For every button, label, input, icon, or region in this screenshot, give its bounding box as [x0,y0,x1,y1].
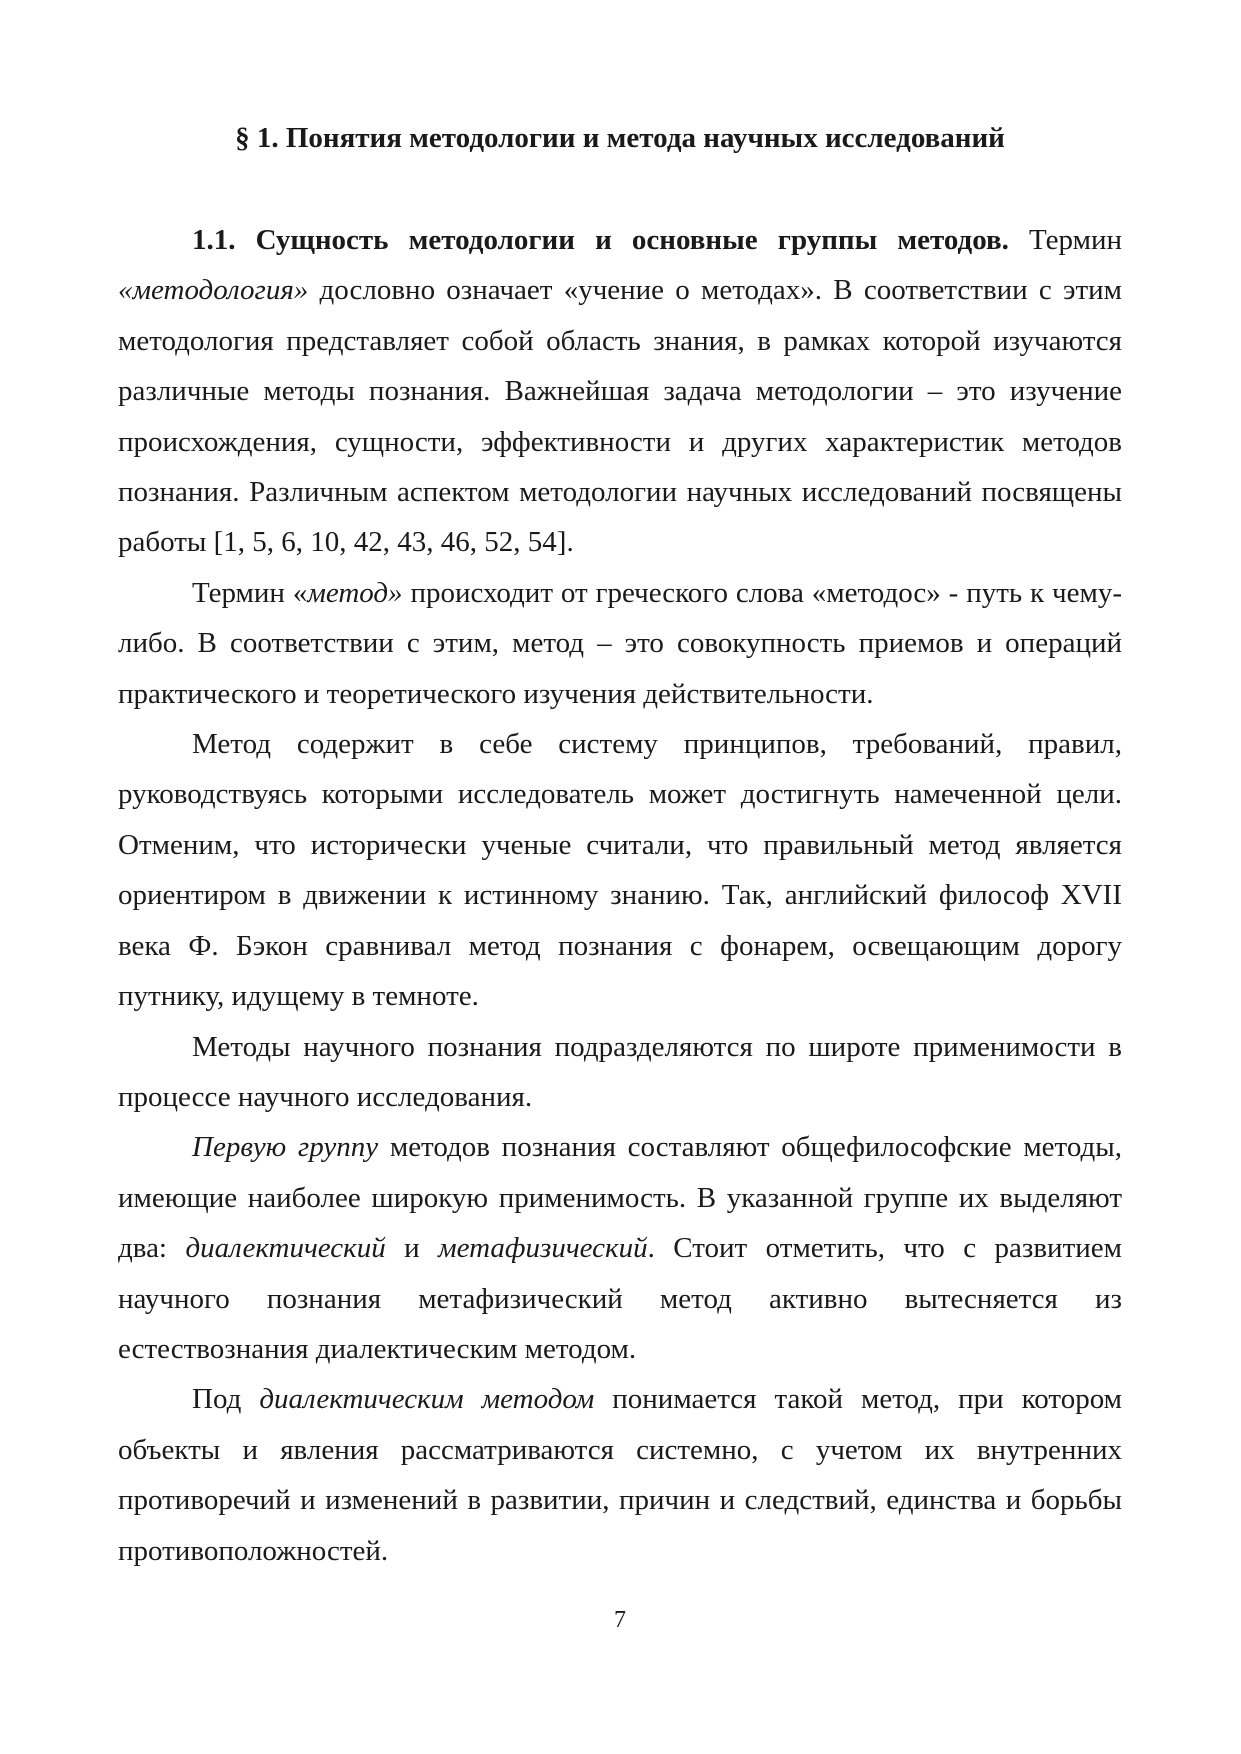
term-dialectical-method: диалектическим методом [259,1383,595,1416]
term-dialectical: диалектический [185,1232,386,1265]
paragraph-2-text-b: происходит от греческого слова «методос» - путь к чему-либо. В соответствии с этим, метод – это совокупность приемов и операций практического и теоретического изучения действительности. [118,576,1122,710]
paragraph-1-text-b: дословно означает «учение о методах». В соответствии с этим методология представляет собой область знания, в рамках которой изучаются различные методы познания. Важнейшая задача методологии – это изучение происхождения, сущности, эффективности и других характеристик методов познания. Различным аспектом методологии научных исследований посвящены работы [1, 5, 6, 10, 42, 43, 46, 52, 54]. [118,274,1122,559]
paragraph-5-text-a: методов познания составляют общефилософские методы, имеющие наиболее широкую применимость. В указанной группе их выделяют два: [118,1131,1123,1265]
term-methodology: «методология» [118,274,309,307]
paragraph-6-text-b: понимается такой метод, при котором объекты и явления рассматриваются системно, с учетом их внутренних противоречий и изменений в развитии, причин и следствий, единства и борьбы противоположностей. [118,1383,1122,1567]
paragraph-4: Методы научного познания подразделяются по широте применимости в процессе научного исследования. [118,1030,1122,1113]
subsection-heading: 1.1. Сущность методологии и основные группы методов. [192,224,1009,256]
body-text [118,215,1122,1576]
section-title: § 1. Понятия методологии и метода научных исследований [235,122,1005,154]
term-method: метод» [307,576,403,609]
paragraph-5-text-b: и [385,1232,439,1265]
paragraph-6 [118,1374,1122,1576]
paragraph-1 [118,215,1122,568]
paragraph-2-text-a: Термин « [192,576,308,609]
paragraph-3: Метод содержит в себе систему принципов, требований, правил, руководствуясь которыми исследователь может достигнуть намеченной цели. Отменим, что исторически ученые считали, что правильный метод является ориентиром в движении к истинному знанию. Так, английский философ XVII века Ф. Бэкон сравнивал метод познания с фонарем, освещающим дорогу путнику, идущему в темноте. [118,728,1122,1013]
paragraph-5 [118,1122,1122,1374]
paragraph-2 [118,568,1122,719]
term-metaphysical: метафизический [438,1232,648,1265]
paragraph-5-text-c: . Стоит отметить, что с развитием научного познания метафизический метод активно вытесняется из естествознания диалектическим методом. [118,1232,1122,1365]
paragraph-1-text-a: Термин [1008,224,1122,256]
document-page [118,0,1122,1754]
paragraph-6-text-a: Под [192,1383,260,1416]
page-number: 7 [614,1607,626,1633]
term-first-group: Первую группу [192,1131,379,1164]
